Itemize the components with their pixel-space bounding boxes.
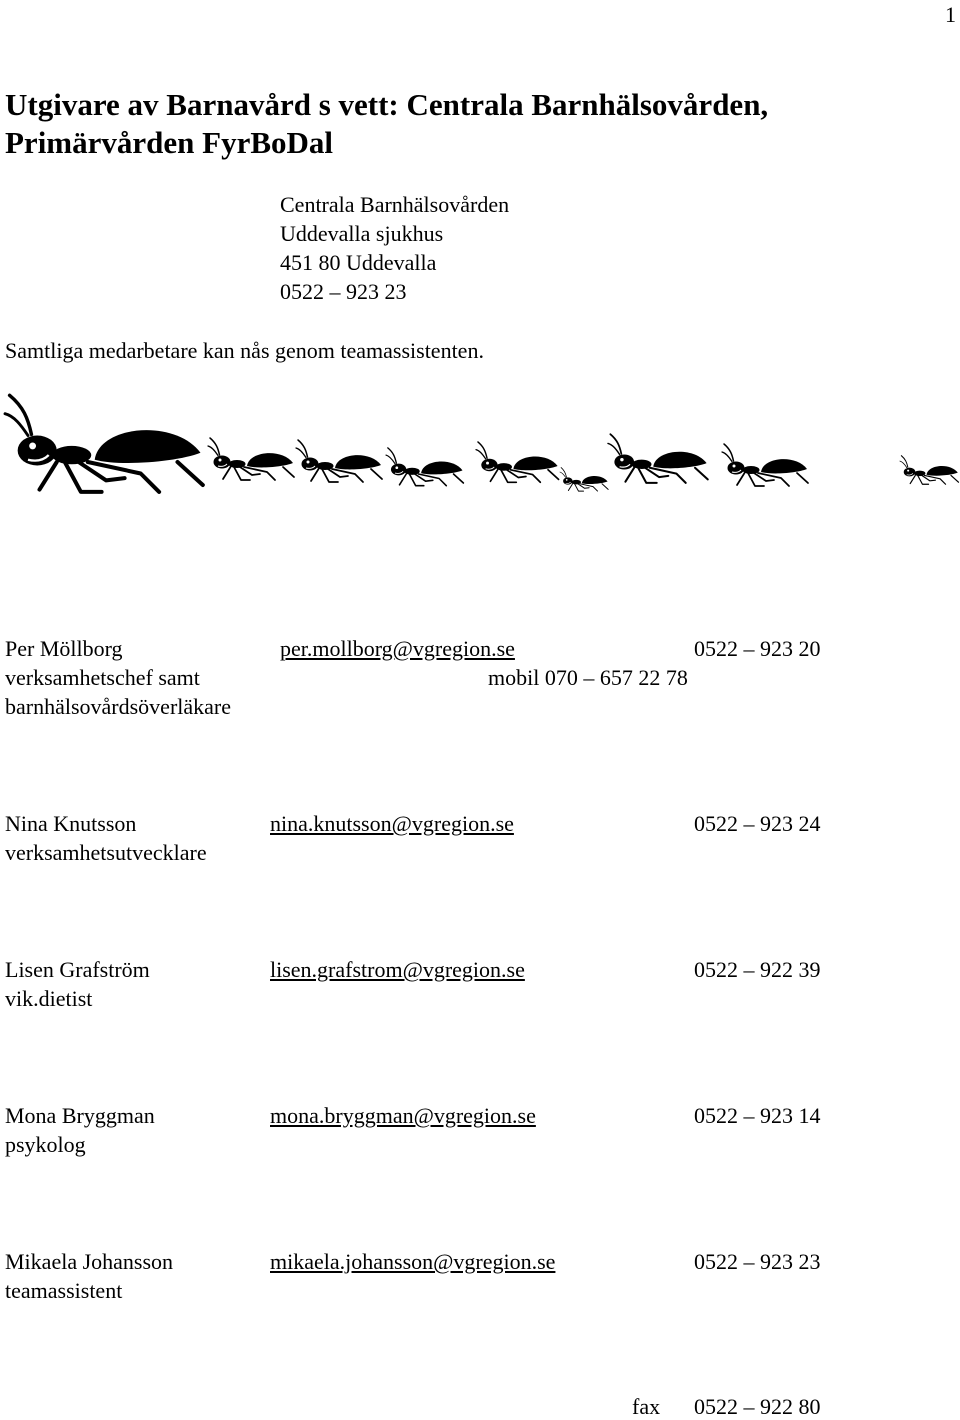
ants-illustration — [0, 385, 960, 500]
contact-name: Mona Bryggman — [5, 1103, 155, 1128]
address-line: Centrala Barnhälsovården — [280, 192, 510, 217]
contact-phone: 0522 – 922 39 — [694, 957, 821, 982]
contact-phone: 0522 – 923 23 — [694, 1249, 821, 1274]
page-number: 1 — [945, 2, 956, 27]
contact-phone: 0522 – 923 24 — [694, 811, 821, 836]
ant-icon — [608, 434, 708, 483]
contact-phone: 0522 – 923 14 — [694, 1103, 821, 1128]
ant-icon — [560, 468, 608, 492]
ant-icon — [5, 395, 203, 492]
ant-icon — [208, 438, 294, 480]
contact-name: Nina Knutsson — [5, 811, 137, 836]
contact-role: verksamhetsutvecklare — [5, 840, 207, 865]
contact-email-link[interactable]: nina.knutsson@vgregion.se — [270, 811, 514, 836]
fax-number: 0522 – 922 80 — [694, 1394, 821, 1419]
ant-icon — [386, 448, 463, 486]
address-line: 0522 – 923 23 — [280, 279, 407, 304]
fax-label: fax — [632, 1394, 661, 1419]
contact-phone: 0522 – 923 20 — [694, 636, 821, 661]
contact-mobile: mobil 070 – 657 22 78 — [488, 665, 688, 690]
contact-email-link[interactable]: mikaela.johansson@vgregion.se — [270, 1249, 556, 1274]
ant-icon — [900, 456, 958, 485]
contact-note: Samtliga medarbetare kan nås genom teamassistenten. — [5, 338, 484, 363]
contact-email-link[interactable]: mona.bryggman@vgregion.se — [270, 1103, 536, 1128]
contact-name: Per Möllborg — [5, 636, 123, 661]
address-line: Uddevalla sjukhus — [280, 221, 444, 246]
contact-role: psykolog — [5, 1132, 86, 1157]
contact-email-link[interactable]: lisen.grafstrom@vgregion.se — [270, 957, 525, 982]
address-line: 451 80 Uddevalla — [280, 250, 437, 275]
ant-icon — [296, 440, 382, 482]
contact-name: Mikaela Johansson — [5, 1249, 174, 1274]
contact-role-continued: barnhälsovårdsöverläkare — [5, 694, 232, 719]
address-block — [280, 190, 509, 306]
contact-role: verksamhetschef samt — [5, 665, 200, 690]
contact-email-link[interactable]: per.mollborg@vgregion.se — [280, 636, 515, 661]
document-title: Utgivare av Barnavård s vett: Centrala Barnhälsovården, Primärvården FyrBoDal — [5, 87, 769, 160]
contact-role: vik.dietist — [5, 986, 93, 1011]
contact-role: teamassistent — [5, 1278, 123, 1303]
ant-icon — [476, 442, 559, 482]
contact-name: Lisen Grafström — [5, 957, 150, 982]
ant-icon — [722, 444, 808, 486]
